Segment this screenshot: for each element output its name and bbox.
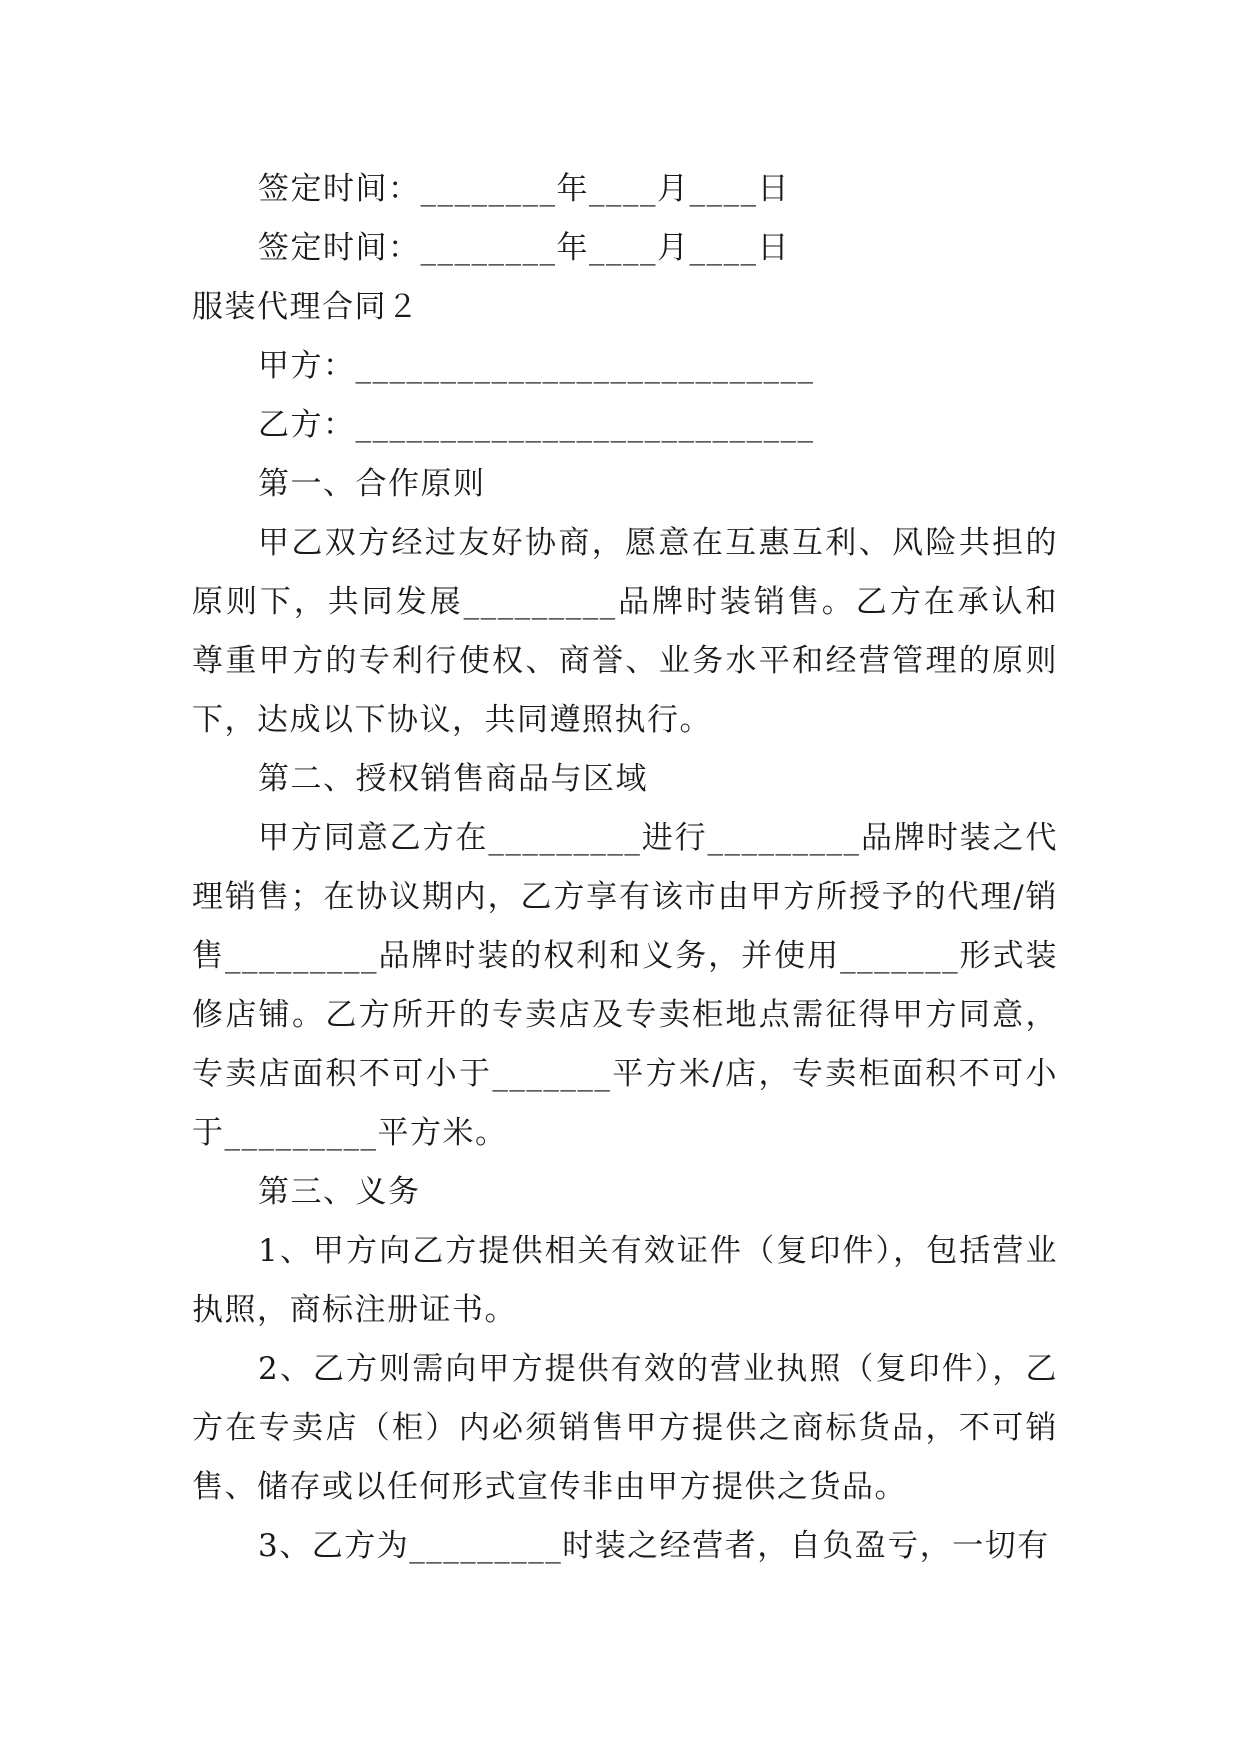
document-page [192,160,1058,1576]
section-3-title: 第三、义务 [258,1174,421,1210]
section-1-body: 甲乙双方经过友好协商，愿意在互惠互利、风险共担的原则下，共同发展_________品牌时装销售。乙方在承认和尊重甲方的专利行使权、商誉、业务水平和经营管理的原则下，达成以下协议，共同遵照执行。 [192,525,1058,738]
signing-date-line-1: 签定时间：________年____月____日 [258,171,790,207]
section-1-title: 第一、合作原则 [258,466,486,502]
section-2-body: 甲方同意乙方在_________进行_________品牌时装之代理销售；在协议期内，乙方享有该市由甲方所授予的代理/销售_________品牌时装的权利和义务，并使用_______形式装修店铺。乙方所开的专卖店及专卖柜地点需征得甲方同意，专卖店面积不可小于_______平方米/店，专卖柜面积不可小于_________平方米。 [192,820,1058,1151]
section-2-title: 第二、授权销售商品与区域 [258,761,648,797]
contract-title: 服装代理合同２ [192,289,420,325]
section-3-item-2: 2、乙方则需向甲方提供有效的营业执照（复印件），乙方在专卖店（柜）内必须销售甲方提供之商标货品，不可销售、储存或以任何形式宣传非由甲方提供之货品。 [192,1351,1058,1505]
section-3-item-3: 3、乙方为_________时装之经营者，自负盈亏，一切有 [258,1528,1050,1564]
party-a-line: 甲方：___________________________ [258,348,815,384]
signing-date-line-2: 签定时间：________年____月____日 [258,230,790,266]
party-b-line: 乙方：___________________________ [258,407,815,443]
section-3-item-1: 1、甲方向乙方提供相关有效证件（复印件），包括营业执照，商标注册证书。 [192,1233,1058,1328]
